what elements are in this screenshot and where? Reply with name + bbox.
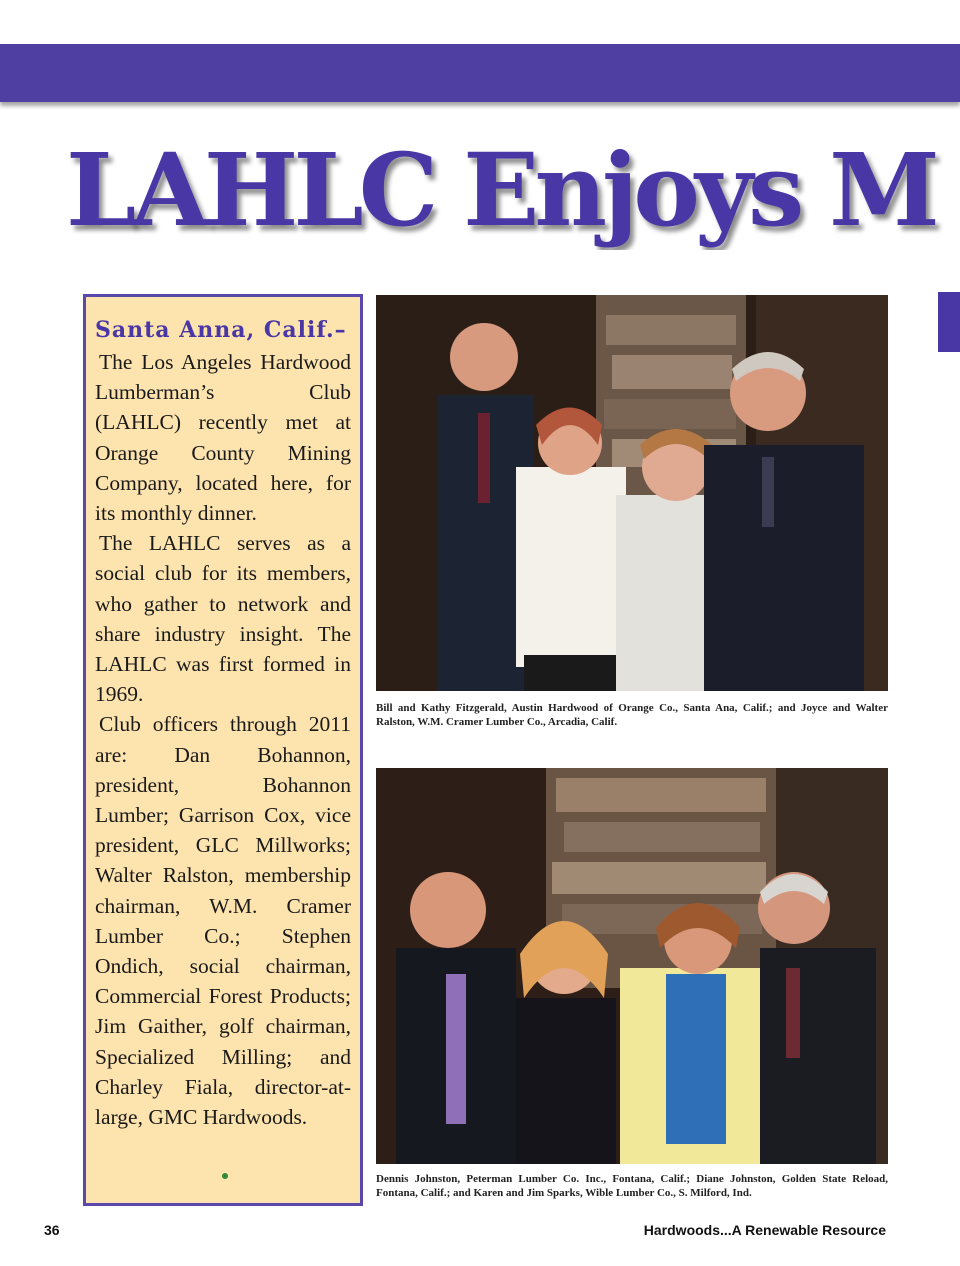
dateline: Santa Anna, Calif.–: [95, 317, 347, 343]
photo-caption-2: Dennis Johnston, Peterman Lumber Co. Inc., Fontana, Calif.; Diane Johnston, Golden State Reload, Fontana, Calif.; and Karen and Jim Sparks, Wible Lumber Co., S. Milford, Ind.: [376, 1173, 888, 1199]
headline: LAHLC Enjoys M: [66, 131, 935, 249]
photo-group-2-image: [376, 768, 888, 1164]
article-text-box: [83, 294, 363, 1206]
paragraph-about: The LAHLC serves as a social club for its members, who gather to network and share industry insight. The LAHLC was first formed in 1969.: [95, 531, 351, 707]
photo-group-1-image: [376, 295, 888, 691]
page-number: 36: [44, 1222, 60, 1238]
paragraph-officers: Club officers through 2011 are: Dan Bohannon, president, Bohannon Lumber; Garrison Cox, vice president, GLC Millworks; Walter Ralston, membership chairman, W.M. Cramer Lumber Co.; Stephen Ondich, social chairman, Commercial Forest Products; Jim Gaither, golf chairman, Specialized Milling; and Charley Fiala, director-at-large, GMC Hardwoods.: [95, 712, 351, 1130]
photo-caption-1: Bill and Kathy Fitzgerald, Austin Hardwood of Orange Co., Santa Ana, Calif.; and Joyce and Walter Ralston, W.M. Cramer Lumber Co., Arcadia, Calif.: [376, 702, 888, 728]
side-accent-tab: [938, 292, 960, 352]
photo-group-1: [376, 295, 888, 691]
publication-footer: Hardwoods...A Renewable Resource: [643, 1222, 886, 1238]
end-mark-dot: [222, 1173, 228, 1179]
paragraph-intro: The Los Angeles Hardwood Lumberman’s Club (LAHLC) recently met at Orange County Mining Company, located here, for its monthly dinner.: [95, 350, 351, 526]
photo-group-2: [376, 768, 888, 1164]
top-color-band: [0, 44, 960, 102]
headline-area: [0, 120, 960, 290]
